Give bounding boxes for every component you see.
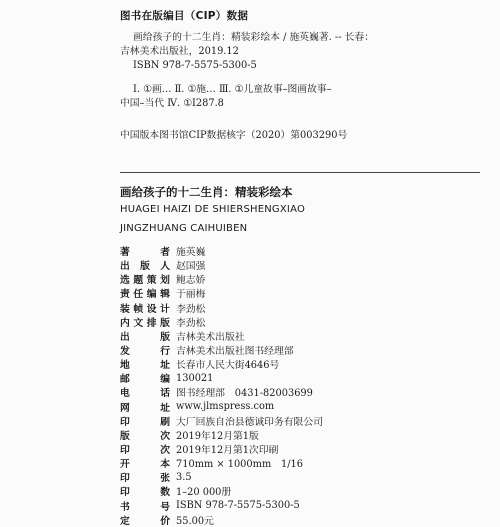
credit-row [120,513,480,527]
credit-value: 1–20 000册 [176,487,232,499]
credit-value: 鲍志娇 [176,275,206,287]
credit-value: 710mm × 1000mm 1/16 [176,459,304,471]
credit-value: 55.00元 [176,515,214,527]
credit-label: 印 刷 [120,416,170,428]
credit-row [120,385,480,399]
cip-isbn: ISBN 978-7-5575-5300-5 [133,60,257,71]
credit-row [120,329,480,343]
credit-row [120,258,480,272]
credit-value: 长春市人民大街4646号 [176,360,280,372]
credit-label: 印 次 [120,445,170,457]
credit-row [120,343,480,357]
credit-value: 于丽梅 [176,289,206,301]
book-title-pinyin: HUAGEI HAIZI DE SHIERSHENGXIAO [120,204,306,215]
credit-value: 李劲松 [176,317,206,329]
credit-row [120,272,480,286]
credit-value: 吉林美术出版社 [176,331,245,343]
credit-label: 版 次 [120,430,170,442]
credit-label: 开 本 [120,459,170,471]
credit-row [120,371,480,385]
credit-label: 出 版 人 [120,261,170,273]
credit-value: ISBN 978-7-5575-5300-5 [176,500,300,512]
credit-value: 2019年12月第1版 [176,430,259,442]
cip-verification-number: 中国版本图书馆CIP数据核字（2020）第003290号 [120,130,348,141]
credit-label: 责 任 编 辑 [120,289,170,301]
credit-label: 装 帧 设 计 [120,303,170,315]
credit-label: 发 行 [120,346,170,358]
credit-label: 内 文 排 版 [120,317,170,329]
credit-value: 图书经理部 0431-82003699 [176,388,313,400]
credit-value: 吉林美术出版社图书经理部 [176,346,294,358]
cip-block [120,8,480,143]
credit-label: 书 号 [120,501,170,513]
credit-label: 定 价 [120,515,170,527]
credit-row [120,456,480,470]
credit-row [120,470,480,484]
credit-label: 印 张 [120,473,170,485]
credit-value: 2019年12月第1次印刷 [176,445,279,457]
credit-value: 李劲松 [176,303,206,315]
credit-value: 赵国强 [176,261,206,273]
credit-label: 电 话 [120,388,170,400]
credit-value: 施英巍 [176,247,206,259]
cip-line: 画给孩子的十二生肖：精装彩绘本 / 施英巍著. -- 长春： [133,32,375,43]
book-title-pinyin: JINGZHUANG CAIHUIBEN [120,223,248,234]
credit-label: 印 数 [120,487,170,499]
book-title: 画给孩子的十二生肖：精装彩绘本 [120,185,293,199]
cip-classification: 中国–当代 Ⅳ. ①I287.8 [120,98,224,109]
credit-label: 出 版 [120,331,170,343]
credit-row [120,301,480,315]
credit-value: www.jlmspress.com [176,401,275,413]
credit-row [120,286,480,300]
credit-value: 3.5 [176,471,192,483]
credit-row [120,499,480,513]
credits-list [120,244,480,527]
credit-row [120,484,480,498]
credit-label: 邮 编 [120,374,170,386]
credit-label: 网 址 [120,402,170,414]
credit-label: 选 题 策 划 [120,275,170,287]
credit-value: 大厂回族自治县德诚印务有限公司 [176,416,323,428]
credit-row [120,428,480,442]
divider [120,172,480,173]
cip-title: 图书在版编目（CIP）数据 [120,10,249,22]
credit-value: 130021 [176,372,214,384]
cip-classification: Ⅰ. ①画… Ⅱ. ①施… Ⅲ. ①儿童故事–图画故事– [133,84,332,95]
credit-row [120,244,480,258]
cip-line: 吉林美术出版社，2019.12 [120,46,239,57]
credit-row [120,442,480,456]
credit-row [120,400,480,414]
credit-row [120,357,480,371]
credit-row [120,414,480,428]
credit-label: 著 者 [120,247,170,259]
credit-label: 地 址 [120,360,170,372]
credit-row [120,315,480,329]
